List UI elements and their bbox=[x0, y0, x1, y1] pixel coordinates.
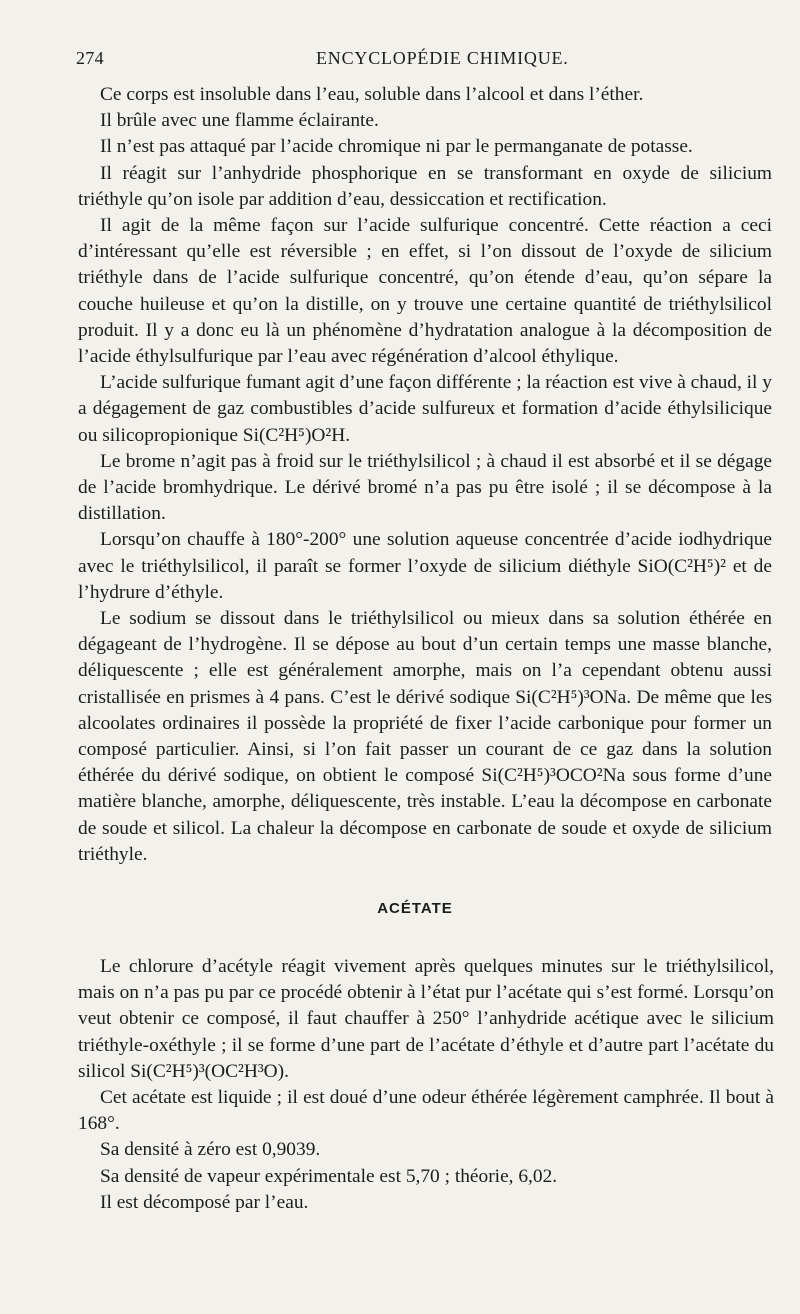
paragraph: Il n’est pas attaqué par l’acide chromique ni par le permanganate de potasse. bbox=[100, 136, 693, 158]
paragraph: Sa densité de vapeur expérimentale est 5,70 ; théorie, 6,02. bbox=[100, 1165, 558, 1187]
paragraph: Ce corps est insoluble dans l’eau, soluble dans l’alcool et dans l’éther. bbox=[100, 84, 644, 105]
running-title: ENCYCLOPÉDIE CHIMIQUE. bbox=[316, 48, 569, 68]
paragraph: Lorsqu’on chauffe à 180°-200° une solution aqueuse concentrée d’acide iodhydrique avec le triéthylsilicol, il paraît se former l’oxyde de silicium diéthyle SiO(C²H⁵)² et de l’hydrure d’éthyle. bbox=[78, 529, 772, 603]
paragraph: Le brome n’agit pas à froid sur le triéthylsilicol ; à chaud il est absorbé et il se dégage de l’acide bromhydrique. Le dérivé bromé n’a pas pu être isolé ; il se décompose à la distillation. bbox=[78, 450, 772, 525]
page-number: 274 bbox=[76, 48, 104, 68]
paragraph: L’acide sulfurique fumant agit d’une façon différente ; la réaction est vive à chaud, il y a dégagement de gaz combustibles d’acide sulfureux et formation d’acide éthylsilicique ou silicopropionique Si(C²H⁵)O²H. bbox=[78, 372, 772, 446]
main-text bbox=[78, 82, 772, 868]
section-text bbox=[78, 954, 774, 1216]
paragraph: Il agit de la même façon sur l’acide sulfurique concentré. Cette réaction a ceci d’intéressant qu’elle est réversible ; en effet, si l’on dissout de l’oxyde de silicium triéthyle dans de l’acide sulfurique concentré, qu’on étende d’eau, qu’on sépare la couche huileuse et qu’on la distille, on y trouve une certaine quantité de triéthylsilicol produit. Il y a donc eu là un phénomène d’hydratation analogue à la décomposition de l’acide éthylsulfurique par l’eau avec régénération d’alcool éthylique. bbox=[78, 215, 772, 368]
paragraph: Il brûle avec une flamme éclairante. bbox=[100, 110, 379, 132]
paragraph: Sa densité à zéro est 0,9039. bbox=[100, 1139, 321, 1161]
paragraph: Cet acétate est liquide ; il est doué d’une odeur éthérée légèrement camphrée. Il bout à 168°. bbox=[78, 1087, 774, 1135]
paragraph: Le chlorure d’acétyle réagit vivement après quelques minutes sur le triéthylsilicol, mais on n’a pas pu par ce procédé obtenir à l’état pur l’acétate qui s’est formé. Lorsqu’on veut obtenir ce composé, il faut chauffer à 250° l’anhydride acétique avec le silicium triéthyle-oxéthyle ; il se forme d’une part de l’acétate d’éthyle et d’autre part l’acétate du silicol Si(C²H⁵)³(OC²H³O). bbox=[78, 956, 774, 1082]
paragraph: Il est décomposé par l’eau. bbox=[100, 1191, 309, 1213]
section-heading: ACÉTATE bbox=[377, 900, 453, 917]
paragraph: Il réagit sur l’anhydride phosphorique en se transformant en oxyde de silicium triéthyle qu’on isole par addition d’eau, dessiccation et rectification. bbox=[78, 162, 772, 210]
paragraph: Le sodium se dissout dans le triéthylsilicol ou mieux dans sa solution éthérée en dégageant de l’hydrogène. Il se dépose au bout d’un certain temps une masse blanche, déliquescente ; elle est généralement amorphe, mais on l’a cependant obtenu aussi cristallisée en prismes à 4 pans. C’est le dérivé sodique Si(C²H⁵)³ONa. De même que les alcoolates ordinaires il possède la propriété de fixer l’acide carbonique pour former un composé particulier. Ainsi, si l’on fait passer un courant de ce gaz dans la solution éthérée du dérivé sodique, on obtient le composé Si(C²H⁵)³OCO²Na sous forme d’une matière blanche, amorphe, déliquescente, très instable. L’eau la décompose en carbonate de soude et silicol. La chaleur la décompose en carbonate de soude et oxyde de silicium triéthyle. bbox=[78, 608, 772, 865]
